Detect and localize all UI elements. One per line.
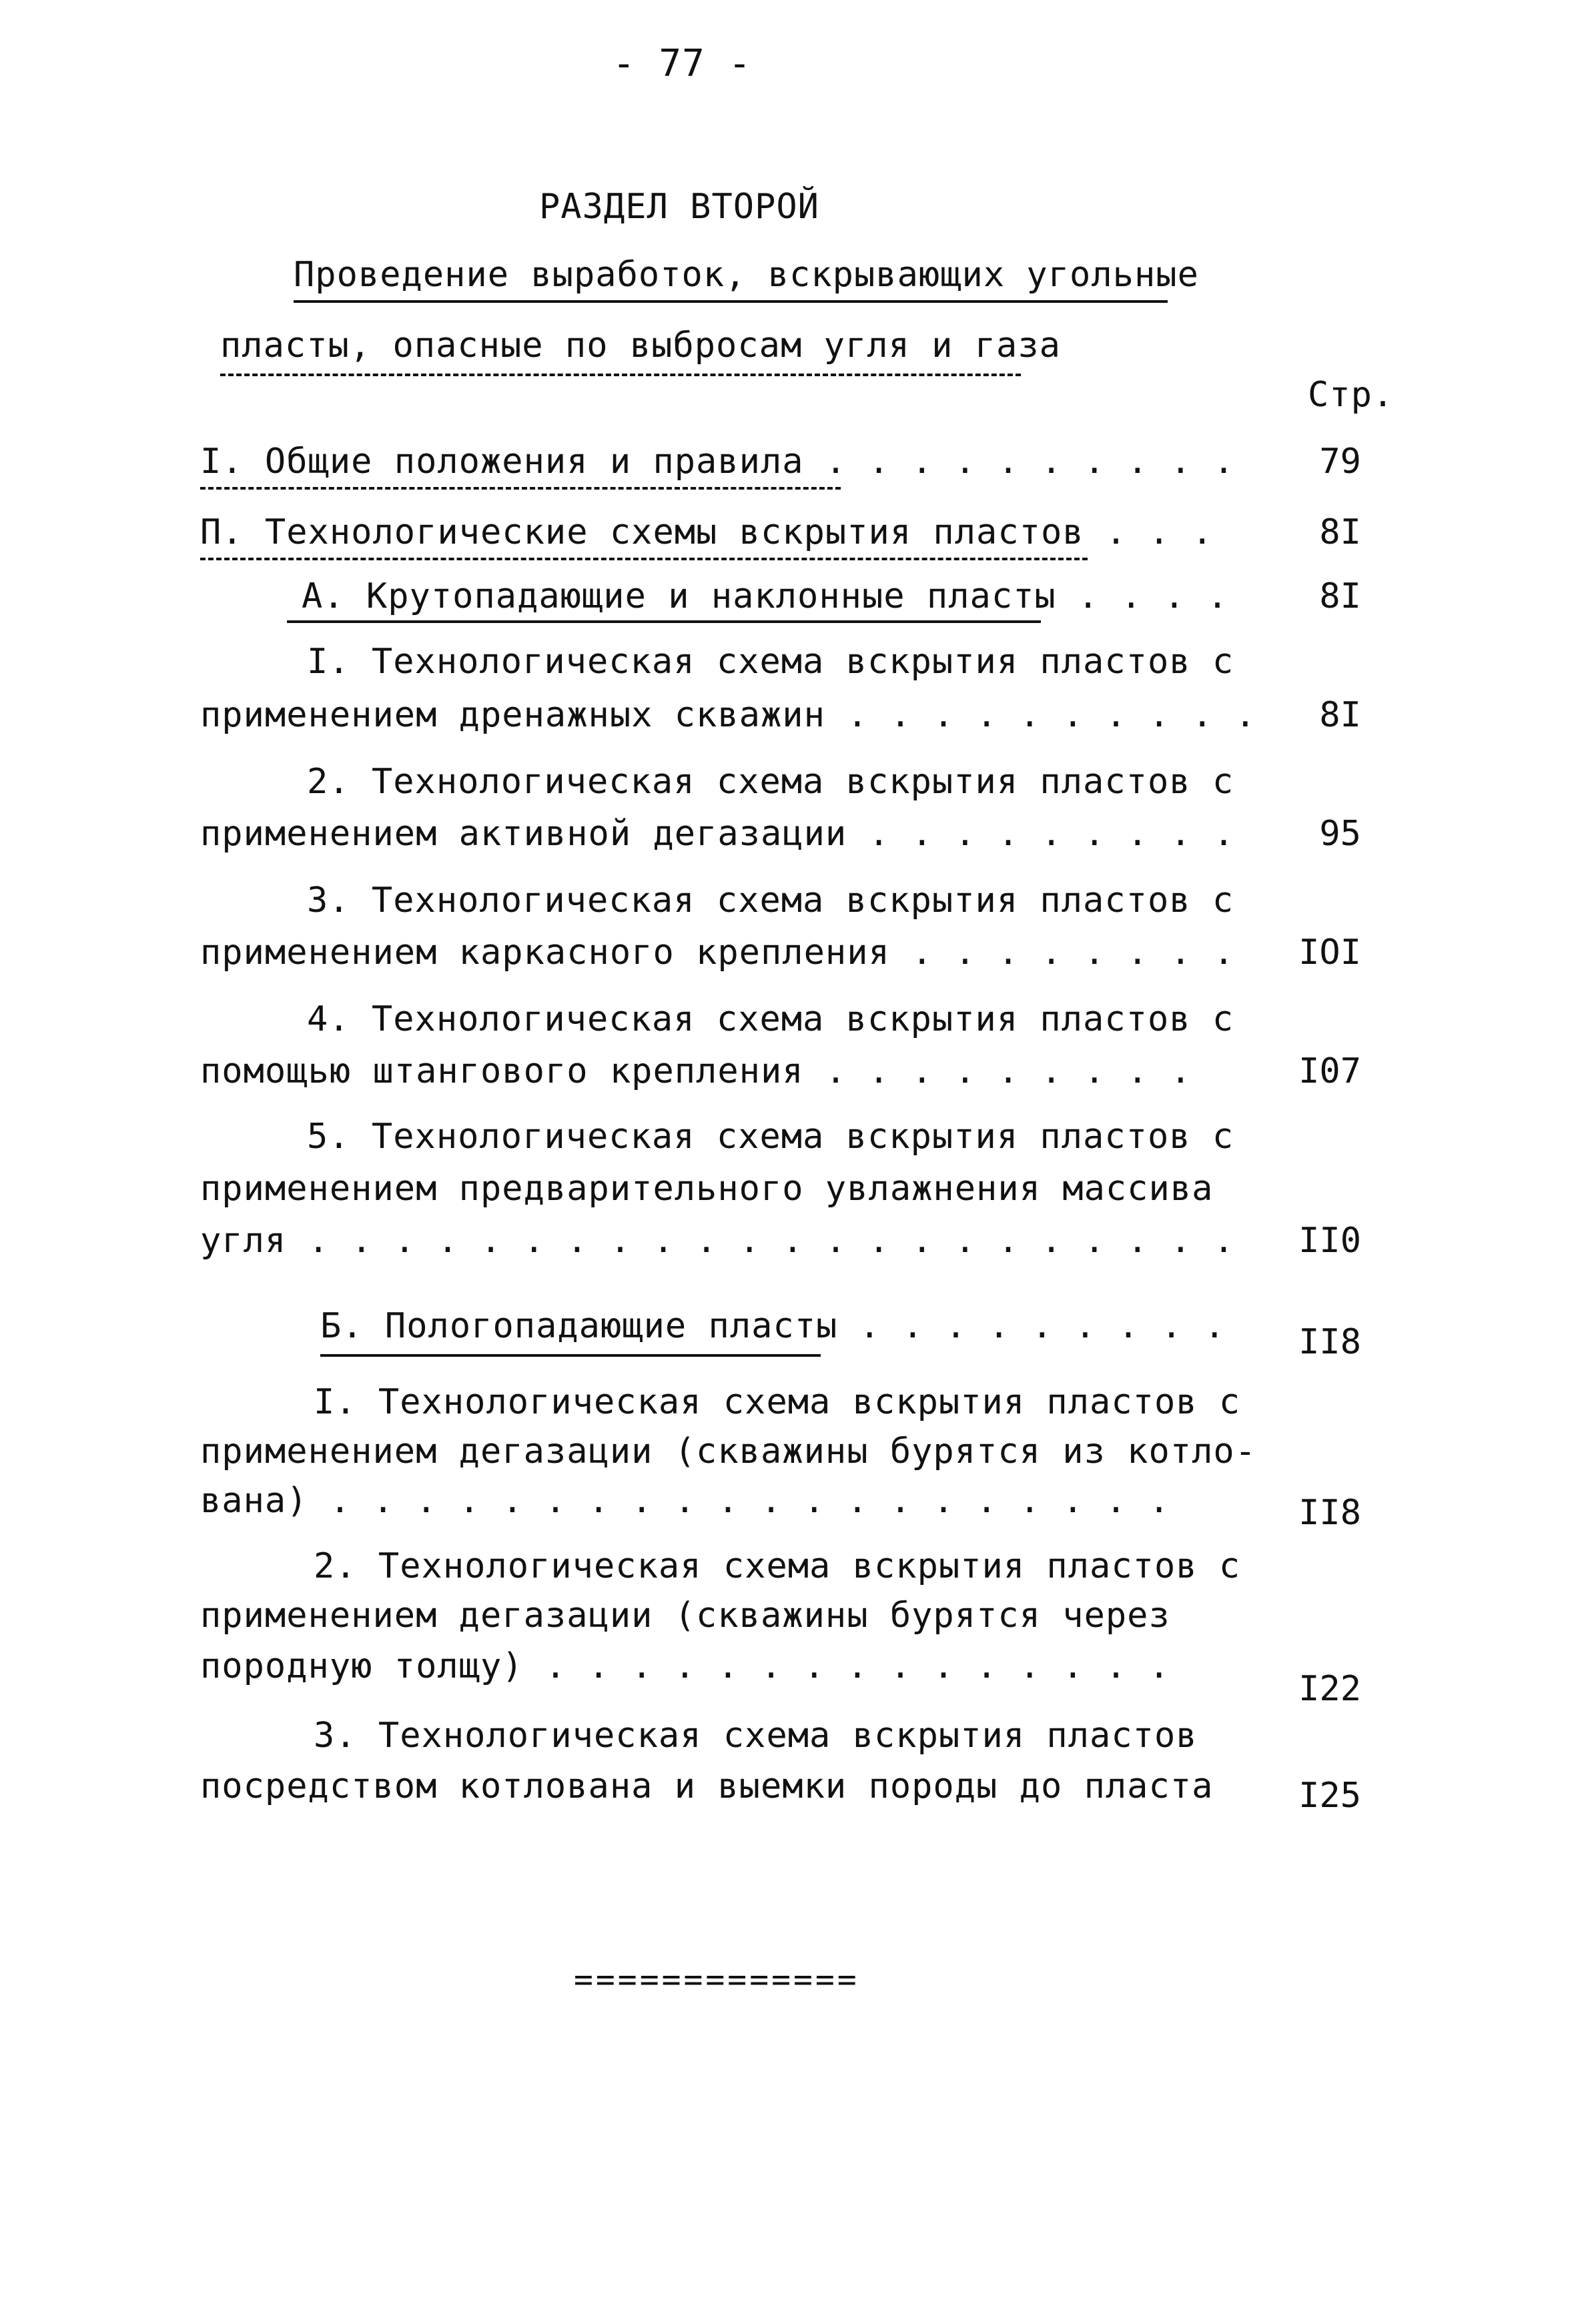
page-column-header: Стр.	[1308, 375, 1395, 415]
toc-item-line3: угля . . . . . . . . . . . . . . . . . . . . . .	[200, 1221, 1235, 1261]
subtitle-underline-1	[294, 300, 1168, 303]
toc-item-line1: I. Технологическая схема вскрытия пластов с	[307, 642, 1234, 682]
toc-entry-underline	[287, 620, 1041, 623]
toc-page: 79	[1319, 442, 1361, 482]
toc-item-line3: вана) . . . . . . . . . . . . . . . . . . . .	[200, 1481, 1170, 1521]
subtitle-line-1: Проведение выработок, вскрывающих угольные	[294, 255, 1199, 295]
toc-item-line1: 3. Технологическая схема вскрытия пластов	[314, 1716, 1198, 1756]
toc-entry-underline	[200, 487, 841, 490]
subtitle-line-2: пласты, опасные по выбросам угля и газа	[220, 326, 1061, 366]
toc-item-line2: посредством котлована и выемки породы до пласта	[200, 1766, 1214, 1806]
toc-page: II8	[1298, 1322, 1361, 1362]
toc-entry-underline	[320, 1354, 821, 1357]
toc-item-line2: применением дренажных скважин . . . . . . . . . .	[200, 695, 1257, 735]
toc-item-line1: I. Технологическая схема вскрытия пластов с	[314, 1382, 1241, 1422]
toc-page: 8I	[1319, 512, 1361, 552]
toc-page: IOI	[1298, 933, 1361, 973]
toc-item-line3: породную толщу) . . . . . . . . . . . . . . .	[200, 1646, 1170, 1686]
toc-item-line2: применением дегазации (скважины бурятся из котло-	[200, 1431, 1257, 1472]
toc-page: II0	[1298, 1221, 1361, 1261]
toc-item-line2: помощью штангового крепления . . . . . . . . .	[200, 1051, 1192, 1091]
toc-entry-underline	[200, 558, 1088, 560]
page-number: - 77 -	[613, 42, 752, 85]
end-marker: =============	[574, 1961, 859, 1998]
toc-item-line2: применением каркасного крепления . . . . . . . .	[200, 933, 1235, 973]
toc-item-line2: применением предварительного увлажнения массива	[200, 1169, 1214, 1209]
toc-item-line2: применением активной дегазации . . . . . . . . .	[200, 814, 1235, 854]
toc-subsection-b: Б. Пологопадающие пласты . . . . . . . . .	[320, 1306, 1226, 1346]
toc-subsection-a: А. Крутопадающие и наклонные пласты . . . .	[302, 576, 1229, 616]
toc-page: II8	[1298, 1493, 1361, 1533]
toc-page: 8I	[1319, 695, 1361, 735]
toc-item-line1: 2. Технологическая схема вскрытия пластов с	[307, 762, 1234, 802]
toc-page: I07	[1298, 1051, 1361, 1091]
toc-page: 8I	[1319, 576, 1361, 616]
toc-item-line1: 3. Технологическая схема вскрытия пластов с	[307, 881, 1234, 921]
subtitle-underline-2	[220, 374, 1021, 376]
section-title: РАЗДЕЛ ВТОРОЙ	[539, 187, 819, 227]
toc-item-line1: 2. Технологическая схема вскрытия пластов с	[314, 1546, 1241, 1586]
toc-entry-general: I. Общие положения и правила . . . . . . . . . .	[200, 442, 1235, 482]
toc-item-line2: применением дегазации (скважины бурятся через	[200, 1596, 1170, 1636]
toc-page: 95	[1319, 814, 1361, 854]
toc-page: I25	[1298, 1776, 1361, 1816]
toc-item-line1: 4. Технологическая схема вскрытия пластов с	[307, 999, 1234, 1039]
toc-entry-schemes: П. Технологические схемы вскрытия пластов . . .	[200, 512, 1214, 552]
toc-page: I22	[1298, 1669, 1361, 1709]
toc-item-line1: 5. Технологическая схема вскрытия пластов с	[307, 1117, 1234, 1157]
